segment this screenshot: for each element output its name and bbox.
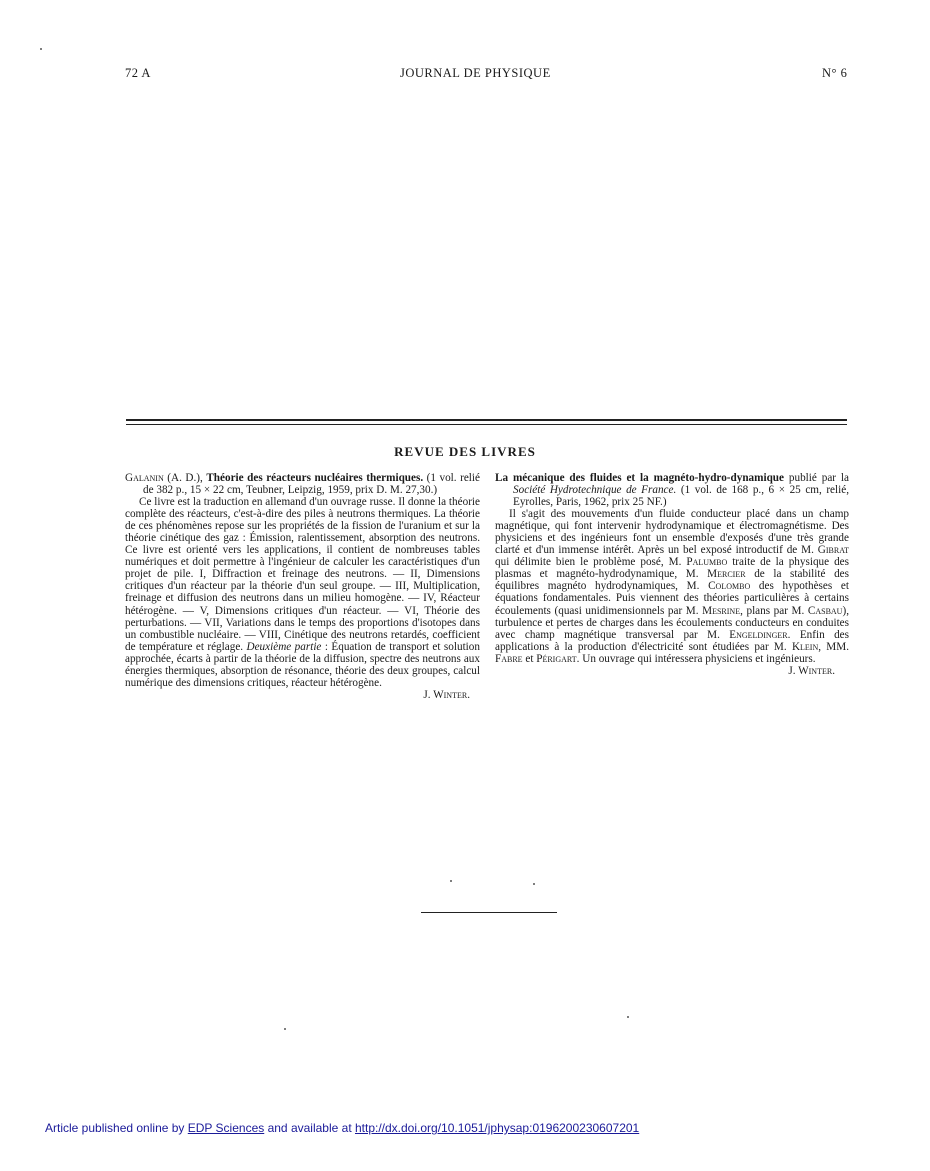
review-right-text-4: de la stabilité des équilibres magnéto hydrodynamiques, M. bbox=[495, 568, 849, 593]
review-left-author-initials: (A. D.), bbox=[163, 472, 203, 484]
journal-title: JOURNAL DE PHYSIQUE bbox=[400, 66, 551, 80]
review-right-text-11: . Un ouvrage qui intéressera physiciens et ingénieurs. bbox=[576, 652, 816, 665]
person-name: Colombo bbox=[708, 580, 751, 593]
scan-speck bbox=[533, 883, 535, 885]
scan-speck bbox=[284, 1028, 286, 1030]
review-left-body bbox=[125, 496, 480, 689]
footer-prefix: Article published online by bbox=[45, 1121, 188, 1135]
review-right bbox=[495, 472, 849, 677]
review-right-publisher: Société Hydrotechnique de France. bbox=[513, 484, 677, 497]
review-left-pub-info: (1 vol. relié de 382 p., 15 × 22 cm, Teubner, Leipzig, 1959, prix D. M. 27,30.) bbox=[143, 472, 480, 497]
person-name: Fabre bbox=[495, 652, 523, 665]
review-right-body bbox=[495, 508, 849, 665]
review-left-signature: J. Winter. bbox=[423, 688, 470, 701]
review-left-body-italic: Deuxième partie bbox=[246, 640, 322, 653]
review-right-text-2: qui délimite bien le problème posé, M. bbox=[495, 556, 687, 569]
review-left bbox=[125, 472, 480, 701]
review-left-heading bbox=[125, 472, 480, 496]
review-right-text-10: et bbox=[522, 652, 537, 665]
scan-speck bbox=[627, 1016, 629, 1018]
scan-speck bbox=[450, 880, 452, 882]
review-right-heading bbox=[495, 472, 849, 508]
review-right-pub-info: (1 vol. de 168 p., 6 × 25 cm, relié, Eyrolles, Paris, 1962, prix 25 NF.) bbox=[513, 484, 850, 509]
issue-number: N° 6 bbox=[822, 66, 848, 80]
review-right-text-8: . Enfin des applications à la production d'électricité sont étudiées par M. bbox=[495, 628, 849, 653]
review-right-book-title: La mécanique des fluides et la magnéto-hydro-dynamique bbox=[495, 472, 784, 484]
review-right-pub-pre: publié par la bbox=[783, 472, 849, 484]
review-left-body-end: : Équation de transport et solution approchée, écarts à partir de la théorie de la diffusion, spectre des neutrons aux énergies thermiques, absorption de résonance, théorie des deux groupes, calcul numérique des dimensions critiques, réacteur hétérogène. bbox=[125, 640, 480, 689]
person-name: Gibrat bbox=[817, 544, 849, 557]
review-right-text-3: traite de la physique des plasmas et magnéto-hydrodynamique, M. bbox=[495, 556, 849, 581]
doi-link[interactable]: http://dx.doi.org/10.1051/jphysap:0196200230607201 bbox=[354, 1121, 640, 1135]
publisher-link[interactable]: EDP Sciences bbox=[187, 1121, 265, 1135]
page-number: 72 A bbox=[125, 66, 151, 80]
person-name: Mesrine bbox=[702, 604, 741, 617]
review-right-text-5: des hypothèses et équations fondamentales. Puis viennent des théories particulières à certains écoulements (quasi unidimensionnels par M. bbox=[495, 580, 849, 617]
person-name: Palumbo bbox=[686, 556, 728, 569]
review-right-text-6: , plans par M. bbox=[740, 604, 808, 617]
review-left-book-title: Théorie des réacteurs nucléaires thermiques. bbox=[206, 472, 424, 484]
footer-middle: and available at bbox=[264, 1121, 355, 1135]
review-right-text-7: ), turbulence et pertes de charges dans les écoulements conducteurs en conduites avec champ magnétique transversal par M. bbox=[495, 604, 849, 641]
end-rule bbox=[421, 912, 557, 913]
separator-rule-bottom bbox=[126, 424, 847, 425]
section-title: REVUE DES LIVRES bbox=[394, 444, 536, 459]
person-name: Klein bbox=[791, 640, 819, 653]
review-left-body-text: Ce livre est la traduction en allemand d'un ouvrage russe. Il donne la théorie complète des réacteurs, c'est-à-dire des piles à neutrons thermiques. La théorie de ces phénomènes repose sur les propriétés de la fission de l'uranium et sur la théorie cinétique des gaz : Émission, ralentissement, absorption des neutrons. Ce livre est orienté vers les applications, il contient de nombreuses tables numériques et doit permettre à l'ingénieur de calculer les caractéristiques d'un projet de pile. I, Diffraction et freinage des neutrons. — II, Dimensions critiques d'un réacteur par la théorie d'un seul groupe. — III, Multiplication, freinage et diffusion des neutrons dans un milieu homogène. — IV, Réacteur hétérogène. — V, Dimensions critiques d'un réacteur. — VI, Théorie des perturbations. — VII, Variations dans le temps des proportions d'isotopes dans un combustible nucléaire. — VIII, Cinétique des neutrons retardés, coefficient de température et réglage. bbox=[125, 496, 480, 653]
person-name: Périgart bbox=[536, 652, 577, 665]
review-left-author: Galanin bbox=[125, 472, 164, 484]
review-right-signature: J. Winter. bbox=[788, 664, 835, 677]
separator-rule-top bbox=[126, 419, 847, 421]
footer-availability bbox=[45, 1121, 639, 1135]
person-name: Mercier bbox=[707, 568, 746, 581]
review-right-text-9: , MM. bbox=[818, 640, 849, 653]
scan-speck bbox=[40, 48, 42, 50]
person-name: Engeldinger bbox=[729, 628, 788, 641]
review-right-text-1: Il s'agit des mouvements d'un fluide conducteur placé dans un champ magnétique, qui font intervenir hydrodynamique et électromagnétisme. Des physiciens et des ingénieurs font un ensemble d'exposés d'une très grande clarté et d'un immense intérêt. Après un bel exposé introductif de M. bbox=[495, 508, 849, 557]
person-name: Casbau bbox=[807, 604, 843, 617]
